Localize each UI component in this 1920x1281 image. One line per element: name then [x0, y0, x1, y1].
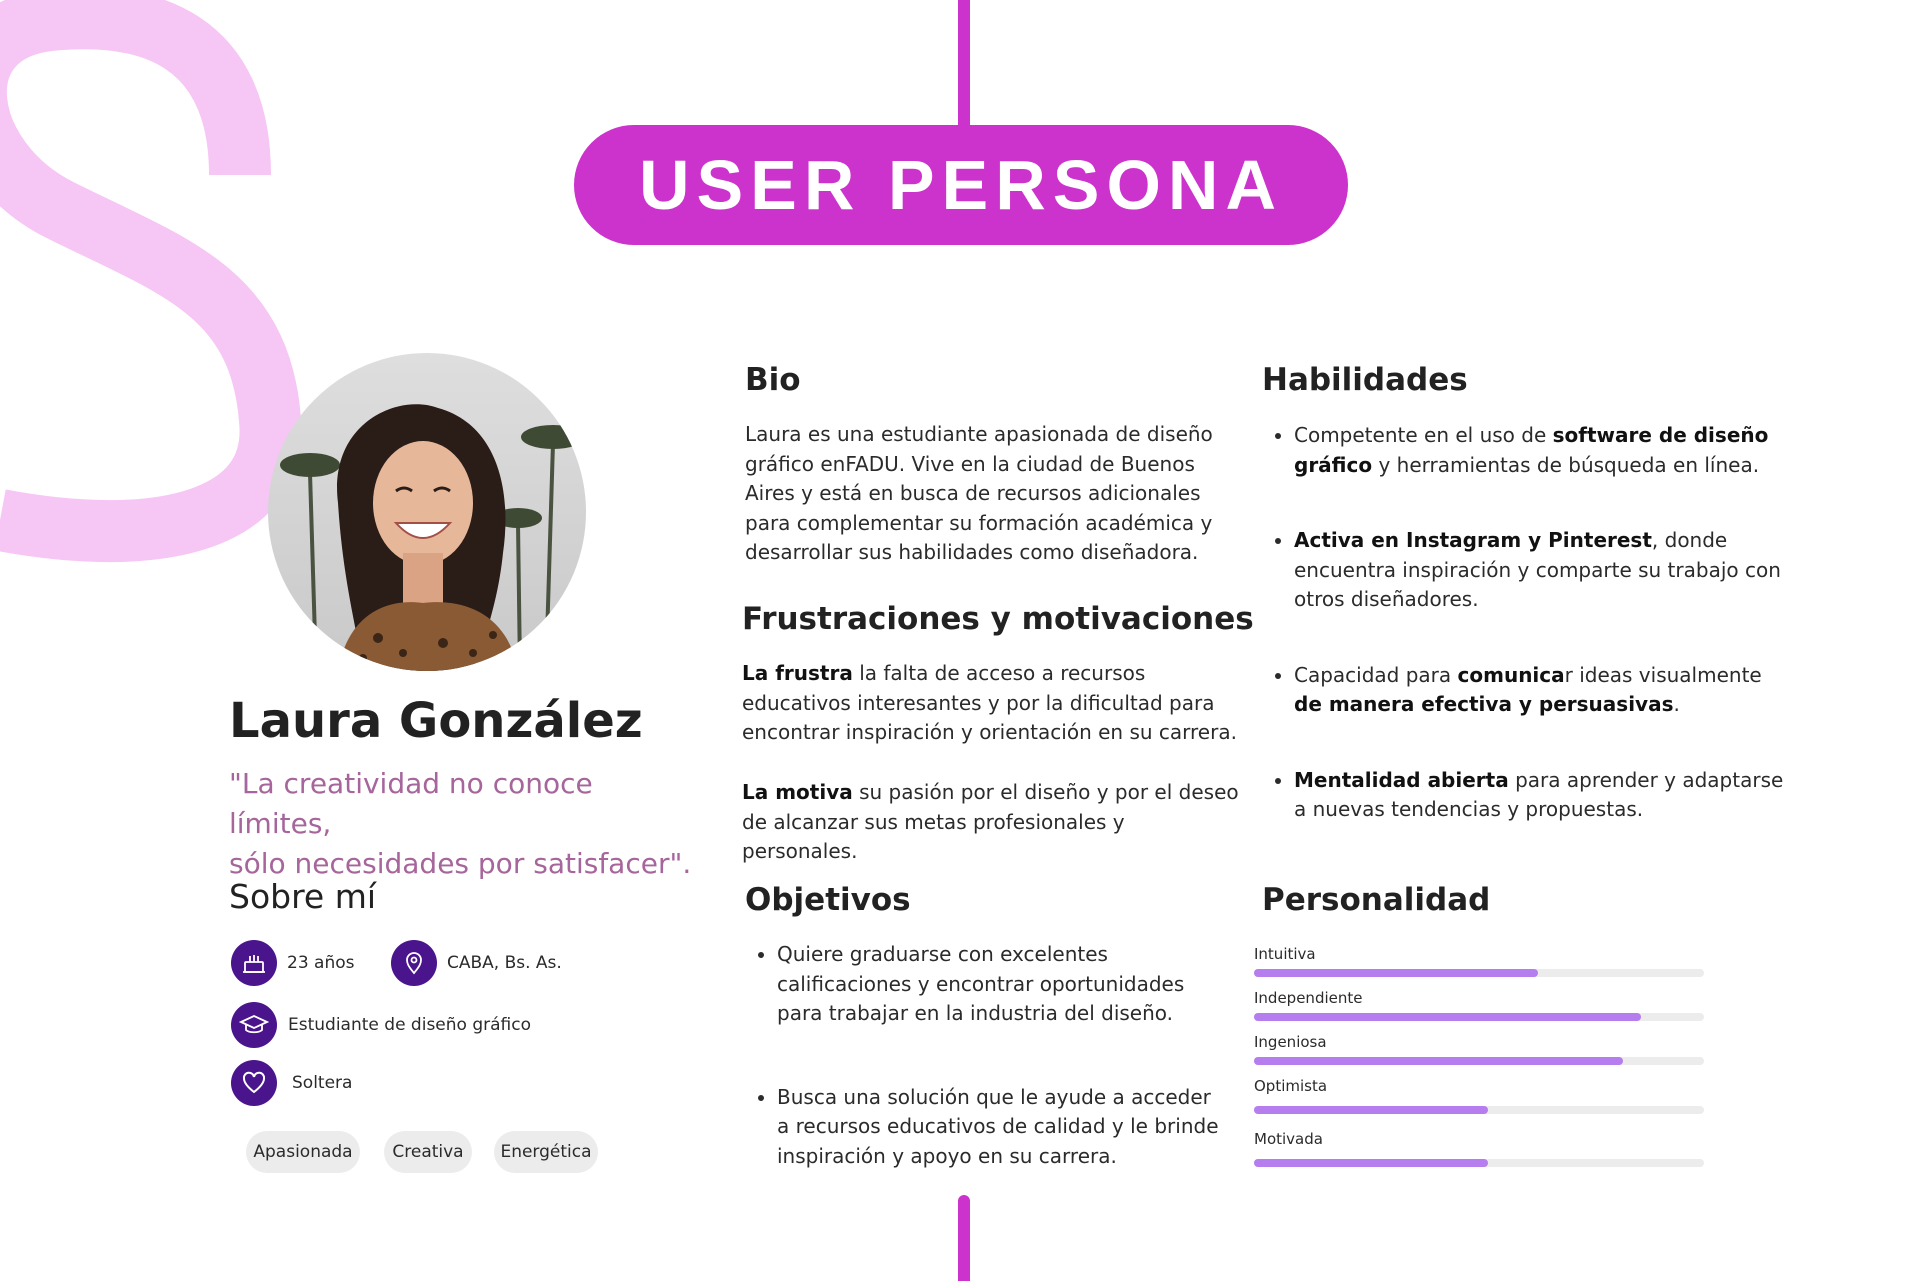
frustration-rest: la falta de acceso a recursos educativos interesantes y por la dificultad para encontrar inspiración y orientación en su carrera. — [742, 661, 1237, 744]
trait-ingeniosa — [1254, 1033, 1704, 1065]
tag-energetica: Energética — [494, 1131, 598, 1173]
frustrations-text — [742, 659, 1242, 748]
trait-fill — [1254, 1159, 1488, 1167]
trait-fill — [1254, 1013, 1641, 1021]
skill-3-mid: r ideas visualmente — [1564, 662, 1762, 687]
quote-line-1: "La creatividad no conoce límites, — [229, 767, 593, 840]
graduation-cap-icon — [231, 1002, 277, 1048]
skill-1-text: Competente en el uso de — [1294, 423, 1553, 447]
title-banner — [574, 125, 1348, 245]
skill-2-bold: Activa en Instagram y Pinterest — [1294, 528, 1652, 552]
info-occupation-text: Estudiante de diseño gráfico — [288, 1015, 531, 1035]
objectives-list — [745, 940, 1227, 1171]
trait-fill — [1254, 969, 1538, 977]
trait-optimista — [1254, 1077, 1704, 1114]
trait-label: Ingeniosa — [1254, 1033, 1327, 1051]
motivation-rest: su pasión por el diseño y por el deseo de alcanzar sus metas profesionales y personales. — [742, 780, 1239, 863]
bio-text: Laura es una estudiante apasionada de diseño gráfico enFADU. Vive en la ciudad de Buenos Aires y está en busca de recursos adicionales para complementar su formación académica y desarrollar sus habilidades como diseñadora. — [745, 422, 1213, 564]
page-title: USER PERSONA — [638, 146, 1284, 224]
top-connector-line — [958, 0, 970, 127]
frustration-lead: La frustra — [742, 661, 853, 685]
skill-2-rest: , donde encuentra inspiración y comparte su trabajo con otros diseñadores. — [1294, 528, 1781, 611]
trait-fill — [1254, 1106, 1488, 1114]
cake-icon — [231, 940, 277, 986]
skills-title: Habilidades — [1262, 362, 1468, 398]
skill-1-rest: y herramientas de búsqueda en línea. — [1372, 452, 1760, 477]
personality-title: Personalidad — [1262, 882, 1491, 918]
motivation-lead: La motiva — [742, 780, 853, 804]
about-title: Sobre mí — [229, 877, 377, 916]
info-location — [391, 940, 562, 986]
info-status-text: Soltera — [292, 1073, 353, 1093]
skill-item — [1294, 766, 1794, 825]
heart-icon — [231, 1060, 277, 1106]
trait-track — [1254, 969, 1704, 977]
skill-item — [1294, 421, 1794, 480]
skill-4-bold: Mentalidad abierta — [1294, 767, 1509, 792]
objective-item: • Busca una solución que le ayude a acceder a recursos educativos de calidad y le brinde inspiración y apoyo en su carrera. — [777, 1083, 1227, 1172]
tag-apasionada: Apasionada — [246, 1131, 360, 1173]
skill-4-rest: para aprender y adaptarse a nuevas tendencias y propuestas. — [1294, 767, 1784, 821]
trait-track — [1254, 1159, 1704, 1167]
trait-track — [1254, 1013, 1704, 1021]
bio-title: Bio — [745, 362, 801, 398]
quote-line-2: sólo necesidades por satisfacer". — [229, 847, 692, 880]
trait-independiente — [1254, 989, 1704, 1021]
tag-creativa: Creativa — [384, 1131, 472, 1173]
trait-label: Independiente — [1254, 989, 1363, 1007]
info-age — [231, 940, 355, 986]
skill-item — [1294, 526, 1794, 615]
trait-label: Optimista — [1254, 1077, 1328, 1095]
info-age-text: 23 años — [287, 953, 355, 973]
info-status — [231, 1060, 352, 1106]
persona-name: Laura González — [229, 693, 643, 749]
avatar — [268, 353, 586, 671]
trait-track — [1254, 1106, 1704, 1114]
skill-item — [1294, 661, 1794, 720]
trait-label: Intuitiva — [1254, 945, 1316, 963]
trait-fill — [1254, 1057, 1623, 1065]
persona-quote — [229, 764, 699, 884]
bottom-connector-line — [958, 1195, 970, 1281]
info-location-text: CABA, Bs. As. — [447, 953, 562, 973]
motivations-text — [742, 778, 1242, 867]
trait-label: Motivada — [1254, 1130, 1323, 1148]
skill-1-bold: software de diseño gráfico — [1294, 423, 1769, 477]
skill-3-end: . — [1673, 692, 1680, 716]
skill-3-bold: comunica — [1457, 662, 1565, 687]
trait-motivada — [1254, 1130, 1704, 1167]
skills-list — [1262, 421, 1794, 825]
skill-3-text: Capacidad para — [1294, 662, 1458, 687]
trait-track — [1254, 1057, 1704, 1065]
frustrations-title: Frustraciones y motivaciones — [742, 601, 1254, 637]
objective-item: • Quiere graduarse con excelentes calificaciones y encontrar oportunidades para trabajar en la industria del diseño. — [777, 940, 1227, 1029]
info-occupation — [231, 1002, 531, 1048]
skill-3-bold-2: de manera efectiva y persuasivas — [1294, 692, 1674, 716]
trait-intuitiva — [1254, 945, 1704, 977]
location-pin-icon — [391, 940, 437, 986]
objectives-title: Objetivos — [745, 882, 911, 918]
